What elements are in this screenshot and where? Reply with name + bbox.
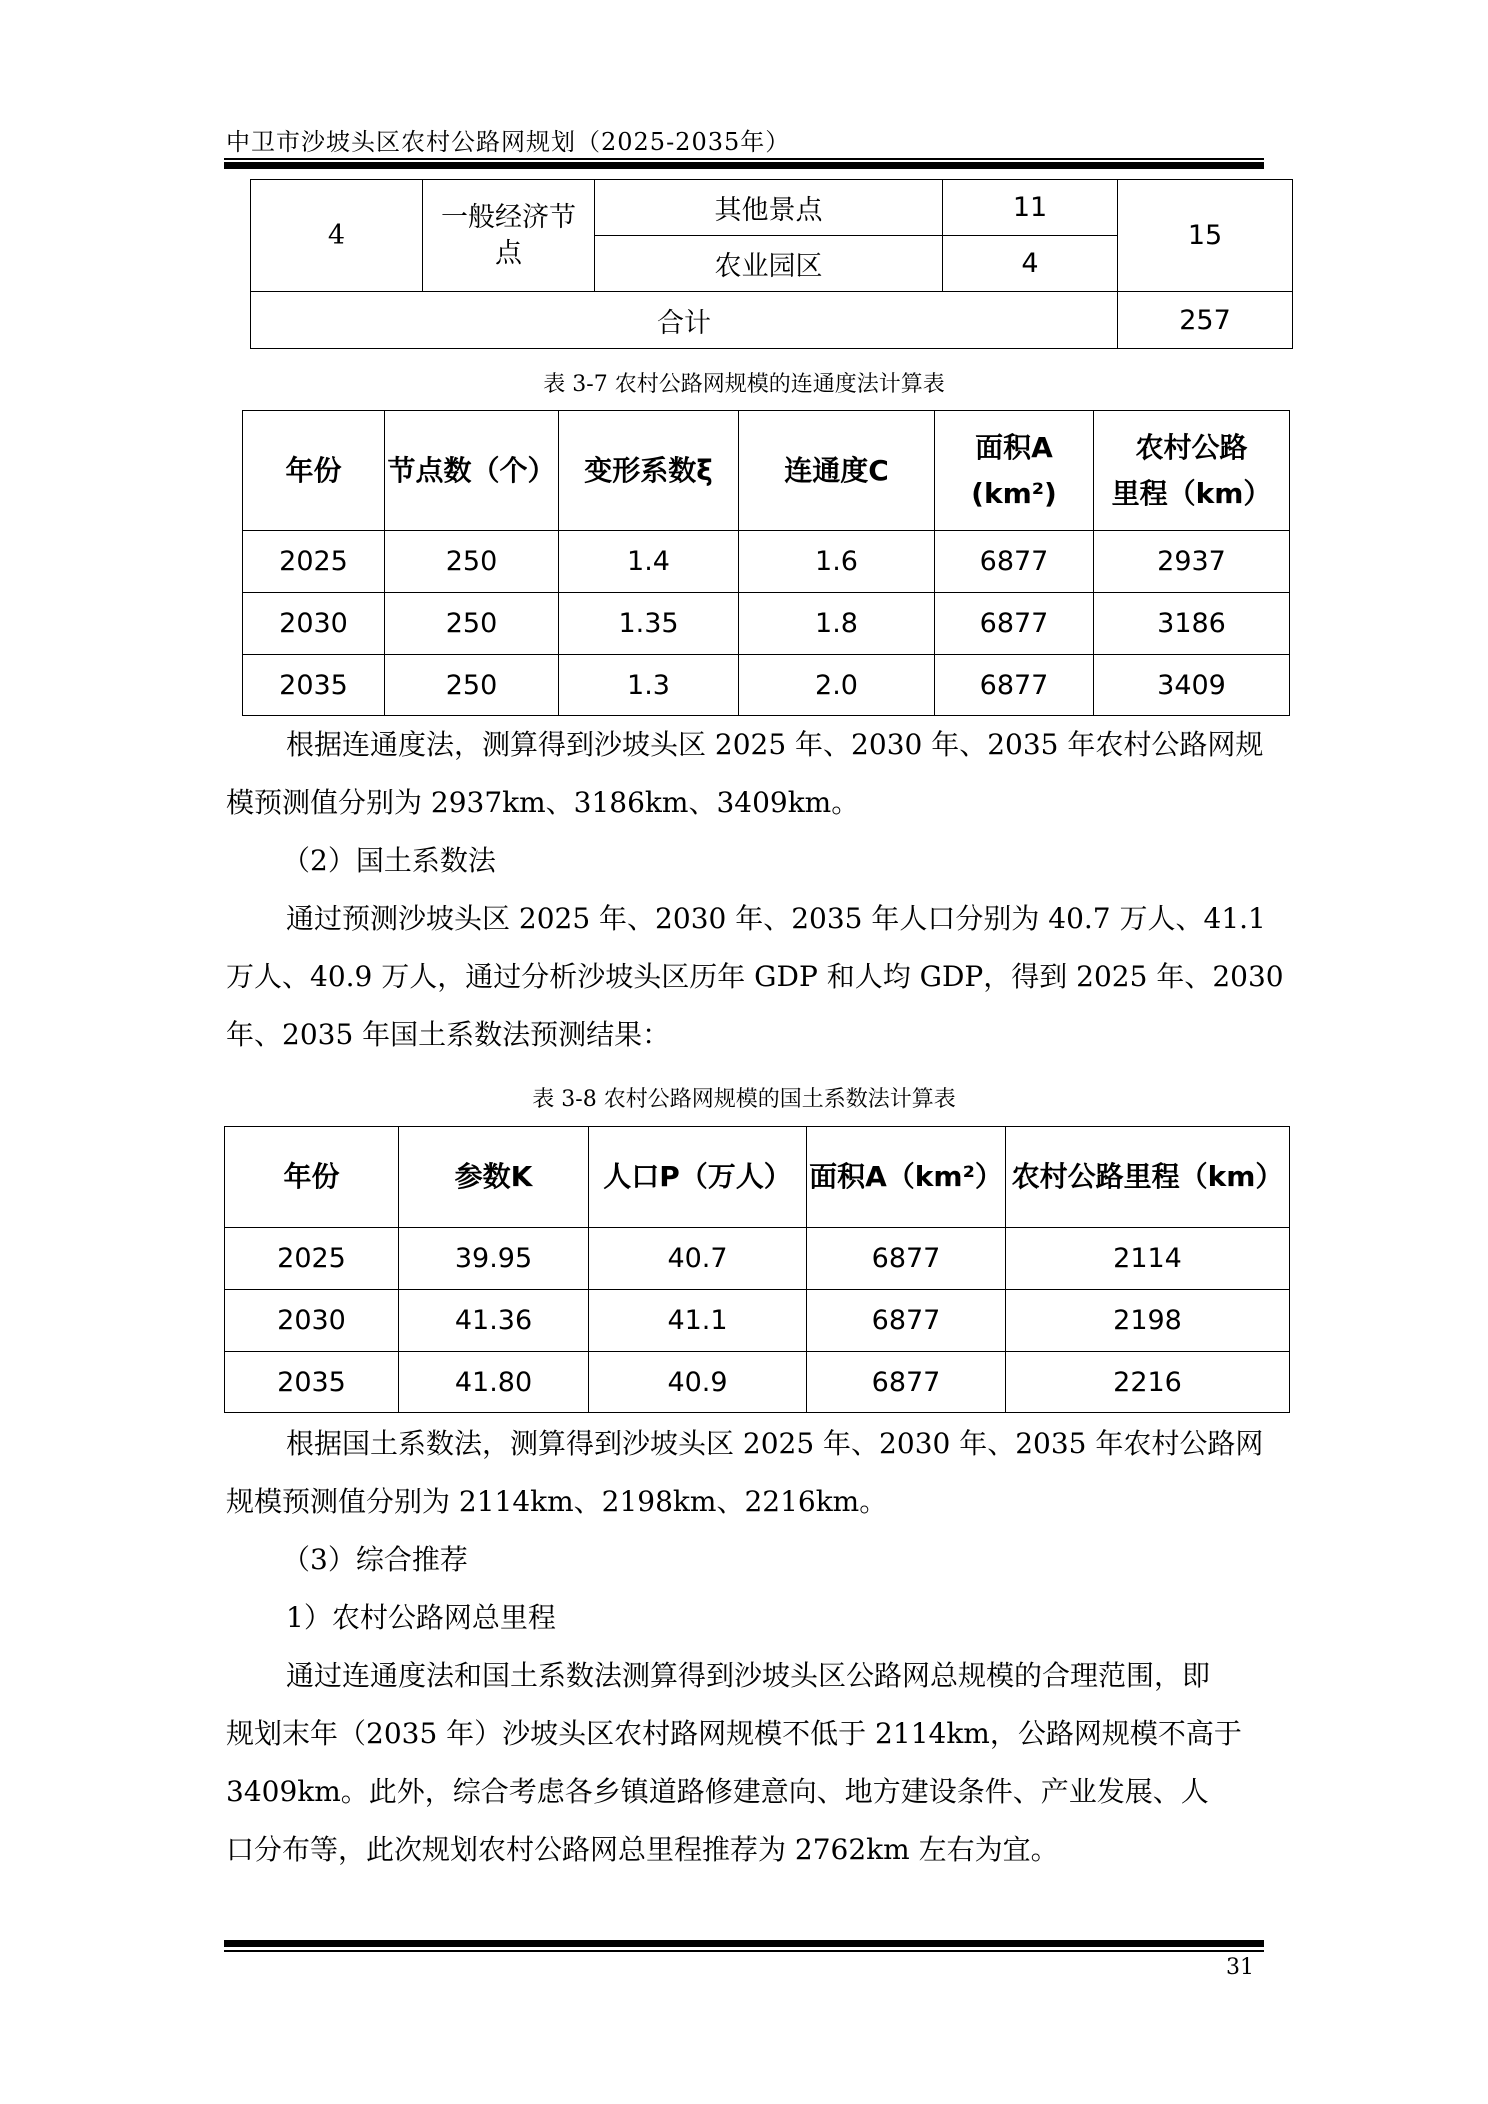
table-connectivity: [242, 410, 1290, 716]
table-cell: 2216: [1006, 1352, 1290, 1413]
table-cell: 40.9: [589, 1352, 807, 1413]
column-header-area: 面积A (km²): [935, 411, 1094, 531]
table-row: [243, 531, 1290, 593]
table-caption-3-8: 表 3-8 农村公路网规模的国土系数法计算表: [532, 1087, 956, 1112]
table-cell: 41.1: [589, 1290, 807, 1352]
table-cell: 6877: [807, 1228, 1006, 1290]
table-cell-total-label: 合计: [251, 292, 1118, 349]
page-number: 31: [1226, 1955, 1254, 1980]
table-cell-count: 11: [943, 180, 1118, 236]
table-cell-no: 4: [251, 180, 423, 292]
table-continuation: [250, 179, 1293, 349]
column-header-connectivity: 连通度C: [739, 411, 935, 531]
table-row: [225, 1228, 1290, 1290]
table-cell-total-value: 257: [1118, 292, 1293, 349]
paragraph-land-coefficient-result: 根据国土系数法，测算得到沙坡头区 2025 年、2030 年、2035 年农村公路网 规模预测值分别为 2114km、2198km、2216km。: [226, 1427, 1264, 1518]
table-cell: 3409: [1094, 655, 1290, 716]
column-header-year: 年份: [243, 411, 385, 531]
column-header-deform: 变形系数ξ: [559, 411, 739, 531]
table-cell: 6877: [935, 593, 1094, 655]
table-cell-subtotal: 15: [1118, 180, 1293, 292]
section-heading-recommendation: （3）综合推荐: [282, 1543, 468, 1576]
table-row: [225, 1352, 1290, 1413]
column-header-nodes: 节点数（个）: [385, 411, 559, 531]
table-cell: 39.95: [399, 1228, 589, 1290]
section-heading-land-coefficient: （2）国土系数法: [282, 844, 496, 877]
table-cell: 2114: [1006, 1228, 1290, 1290]
header-rule-thin: [224, 158, 1264, 160]
footer-rule-thin: [224, 1950, 1264, 1952]
column-header-param-k: 参数K: [399, 1127, 589, 1228]
paragraph-recommendation: 通过连通度法和国土系数法测算得到沙坡头区公路网总规模的合理范围，即 规划末年（2035 年）沙坡头区农村路网规模不低于 2114km，公路网规模不高于 3409km。此外，综合考虑各乡镇道路修建意向、地方建设条件、产业发展、人 口分布等，此次规划农村公路网总里程推荐为 2762km 左右为宜。: [226, 1659, 1242, 1866]
table-cell: 2.0: [739, 655, 935, 716]
column-header-area: 面积A（km²）: [807, 1127, 1006, 1228]
table-cell: 40.7: [589, 1228, 807, 1290]
table-cell: 2025: [225, 1228, 399, 1290]
table-row: [243, 655, 1290, 716]
table-cell: 250: [385, 655, 559, 716]
column-header-year: 年份: [225, 1127, 399, 1228]
footer-rule-thick: [224, 1940, 1264, 1947]
table-cell: 1.4: [559, 531, 739, 593]
table-cell: 2198: [1006, 1290, 1290, 1352]
table-cell: 2035: [225, 1352, 399, 1413]
table-cell: 3186: [1094, 593, 1290, 655]
table-cell: 6877: [935, 655, 1094, 716]
table-cell: 2035: [243, 655, 385, 716]
column-header-mileage: 农村公路 里程（km）: [1094, 411, 1290, 531]
table-row: [225, 1290, 1290, 1352]
subsection-heading-total-mileage: 1）农村公路网总里程: [286, 1601, 556, 1634]
table-cell: 41.36: [399, 1290, 589, 1352]
paragraph-population: 通过预测沙坡头区 2025 年、2030 年、2035 年人口分别为 40.7 万人、41.1 万人、40.9 万人，通过分析沙坡头区历年 GDP 和人均 GDP，得到 2025 年、2030 年、2035 年国土系数法预测结果：: [226, 902, 1284, 1051]
column-header-mileage: 农村公路里程（km）: [1006, 1127, 1290, 1228]
table-cell: 1.8: [739, 593, 935, 655]
table-cell: 250: [385, 531, 559, 593]
table-cell: 2025: [243, 531, 385, 593]
table-cell: 2030: [243, 593, 385, 655]
table-cell-count: 4: [943, 236, 1118, 292]
table-caption-3-7: 表 3-7 农村公路网规模的连通度法计算表: [543, 372, 945, 397]
table-row: [243, 593, 1290, 655]
table-cell: 1.6: [739, 531, 935, 593]
table-cell-item: 农业园区: [595, 236, 943, 292]
paragraph-connectivity-result: 根据连通度法，测算得到沙坡头区 2025 年、2030 年、2035 年农村公路网规 模预测值分别为 2937km、3186km、3409km。: [226, 728, 1264, 819]
table-land-coefficient: [224, 1126, 1290, 1413]
table-cell-item: 其他景点: [595, 180, 943, 236]
table-cell: 2030: [225, 1290, 399, 1352]
table-cell: 1.35: [559, 593, 739, 655]
table-cell: 41.80: [399, 1352, 589, 1413]
table-cell: 6877: [807, 1352, 1006, 1413]
table-cell: 2937: [1094, 531, 1290, 593]
header-title: 中卫市沙坡头区农村公路网规划（2025-2035年）: [226, 128, 791, 156]
header-rule-thick: [224, 162, 1264, 169]
table-cell: 250: [385, 593, 559, 655]
table-cell: 6877: [935, 531, 1094, 593]
table-cell: 6877: [807, 1290, 1006, 1352]
table-cell-category: 一般经济节点: [423, 180, 595, 292]
column-header-population: 人口P（万人）: [589, 1127, 807, 1228]
table-cell: 1.3: [559, 655, 739, 716]
